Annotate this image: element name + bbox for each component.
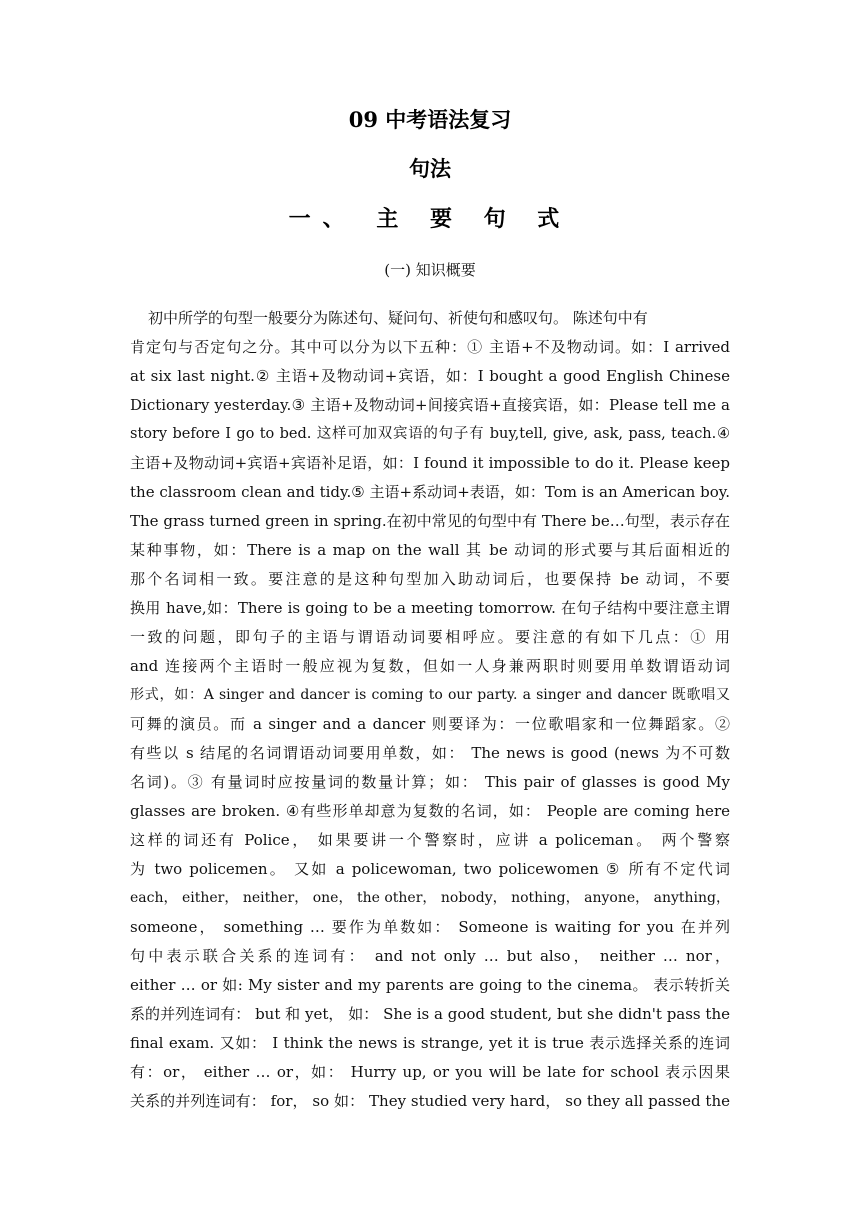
text-line: 那个名词相一致。要注意的是这种句型加入助动词后，也要保持 be 动词，不要: [130, 570, 730, 588]
text-line: 句中表示联合关系的连词有： and not only … but also， neither … nor，: [130, 947, 730, 965]
text-line: either … or 如: My sister and my parents are going to the cinema。 表示转折关: [130, 976, 730, 994]
text-line: final exam. 又如： I think the news is strange, yet it is true 表示选择关系的连词: [130, 1034, 730, 1052]
text-line: 这样的词还有 Police， 如果要讲一个警察时，应讲 a policeman。 两个警察: [130, 831, 730, 849]
text-line: glasses are broken. ④有些形单却意为复数的名词，如： People are coming here: [130, 802, 730, 820]
subsection-heading: (一) 知识概要: [384, 261, 476, 279]
text-line: 名词)。③ 有量词时应按量词的数量计算；如： This pair of glasses is good My: [130, 773, 730, 791]
text-line: each， either， neither， one， the other， nobody， nothing， anyone， anything，: [130, 890, 730, 906]
text-line: at six last night.② 主语+及物动词+宾语，如：I bought a good English Chinese: [130, 367, 730, 385]
text-line: 可舞的演员。而 a singer and a dancer 则要译为：一位歌唱家和一位舞蹈家。②: [130, 715, 730, 733]
text-line: 一致的问题，即句子的主语与谓语动词要相呼应。要注意的有如下几点：① 用: [130, 628, 730, 646]
text-line: 换用 have,如：There is going to be a meeting tomorrow. 在句子结构中要注意主谓: [130, 599, 730, 617]
text-line: 关系的并列连词有： for， so 如： They studied very hard， so they all passed the: [130, 1092, 730, 1110]
text-line: Dictionary yesterday.③ 主语+及物动词+间接宾语+直接宾语，如：Please tell me a: [130, 396, 730, 414]
text-line: 某种事物，如：There is a map on the wall 其 be 动词的形式要与其后面相近的: [130, 541, 730, 559]
text-line: The grass turned green in spring.在初中常见的句型中有 There be…句型，表示存在: [130, 512, 730, 530]
text-line: someone， something … 要作为单数如： Someone is waiting for you 在并列: [130, 918, 730, 936]
text-line: 为 two policemen。 又如 a policewoman, two policewomen ⑤ 所有不定代词: [130, 860, 730, 878]
text-line: 主语+及物动词+宾语+宾语补足语，如：I found it impossible to do it. Please keep: [130, 454, 730, 472]
text-line: the classroom clean and tidy.⑤ 主语+系动词+表语，如：Tom is an American boy.: [130, 483, 730, 501]
text-line: 形式，如：A singer and dancer is coming to our party. a singer and dancer 既歌唱又: [130, 687, 730, 703]
text-line: 初中所学的句型一般要分为陈述句、疑问句、祈使句和感叹句。 陈述句中有: [148, 309, 648, 327]
text-line: story before I go to bed. 这样可加双宾语的句子有 buy,tell, give, ask, pass, teach.④: [130, 426, 730, 442]
text-line: 系的并列连词有： but 和 yet， 如： She is a good student, but she didn't pass the: [130, 1005, 730, 1023]
body-text: [130, 304, 730, 1116]
document-subtitle: 句法: [409, 156, 451, 181]
text-line: 有：or， either … or，如： Hurry up, or you will be late for school 表示因果: [130, 1063, 730, 1081]
document-title: 09 中考语法复习: [348, 107, 512, 132]
text-line: 肯定句与否定句之分。其中可以分为以下五种：① 主语+不及物动词。如：I arrived: [130, 338, 730, 356]
text-line: and 连接两个主语时一般应视为复数，但如一人身兼两职时则要用单数谓语动词: [130, 657, 730, 675]
text-line: 有些以 s 结尾的名词谓语动词要用单数，如： The news is good (news 为不可数: [130, 744, 730, 762]
section-heading: 一、 主 要 句 式: [288, 206, 572, 232]
